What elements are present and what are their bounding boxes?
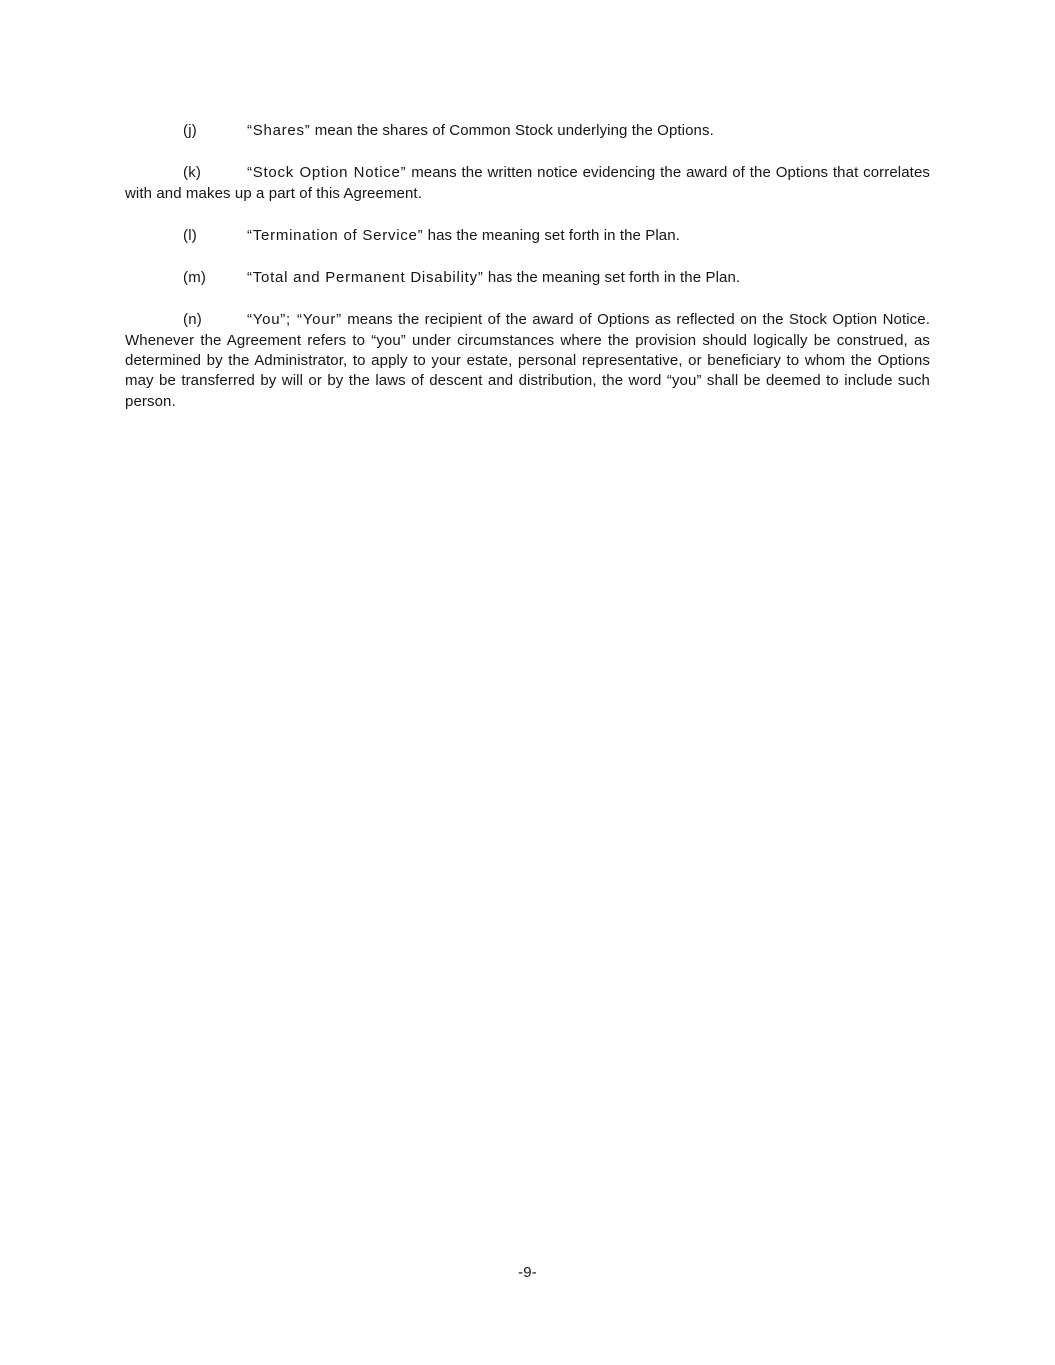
clause-label: (n): [183, 311, 202, 329]
clause-m: [125, 268, 930, 288]
document-body: [125, 121, 930, 434]
defined-term: “You”; “Your”: [247, 311, 342, 329]
clause-label: (j): [183, 122, 197, 139]
clause-text: has the meaning set forth in the Plan.: [423, 226, 680, 244]
clause-text: has the meaning set forth in the Plan.: [483, 269, 741, 287]
defined-term: “Stock Option Notice”: [247, 164, 407, 182]
defined-term: “Shares”: [247, 122, 311, 139]
defined-term: “Total and Permanent Disability”: [247, 269, 484, 287]
clause-label: (k): [183, 164, 202, 182]
clause-label: (l): [183, 226, 197, 244]
clause-label: (m): [183, 269, 207, 287]
clause-text: means the written notice evidencing the award of the Options that correlates with and makes up a part of this Agreement.: [125, 164, 930, 202]
clause-k: [125, 163, 930, 204]
clause-j: [125, 121, 930, 141]
clause-n: [125, 310, 930, 411]
page-number: -9-: [518, 1264, 537, 1281]
clause-text: mean the shares of Common Stock underlying the Options.: [310, 122, 714, 139]
clause-text: means the recipient of the award of Options as reflected on the Stock Option Notice. Whenever the Agreement refers to “you” under circumstances where the provision should logically be construed, as determined by the Administrator, to apply to your estate, personal representative, or beneficiary to whom the Options may be transferred by will or by the laws of descent and distribution, the word “you” shall be deemed to include such person.: [125, 311, 930, 410]
defined-term: “Termination of Service”: [247, 226, 424, 244]
clause-l: [125, 226, 930, 246]
